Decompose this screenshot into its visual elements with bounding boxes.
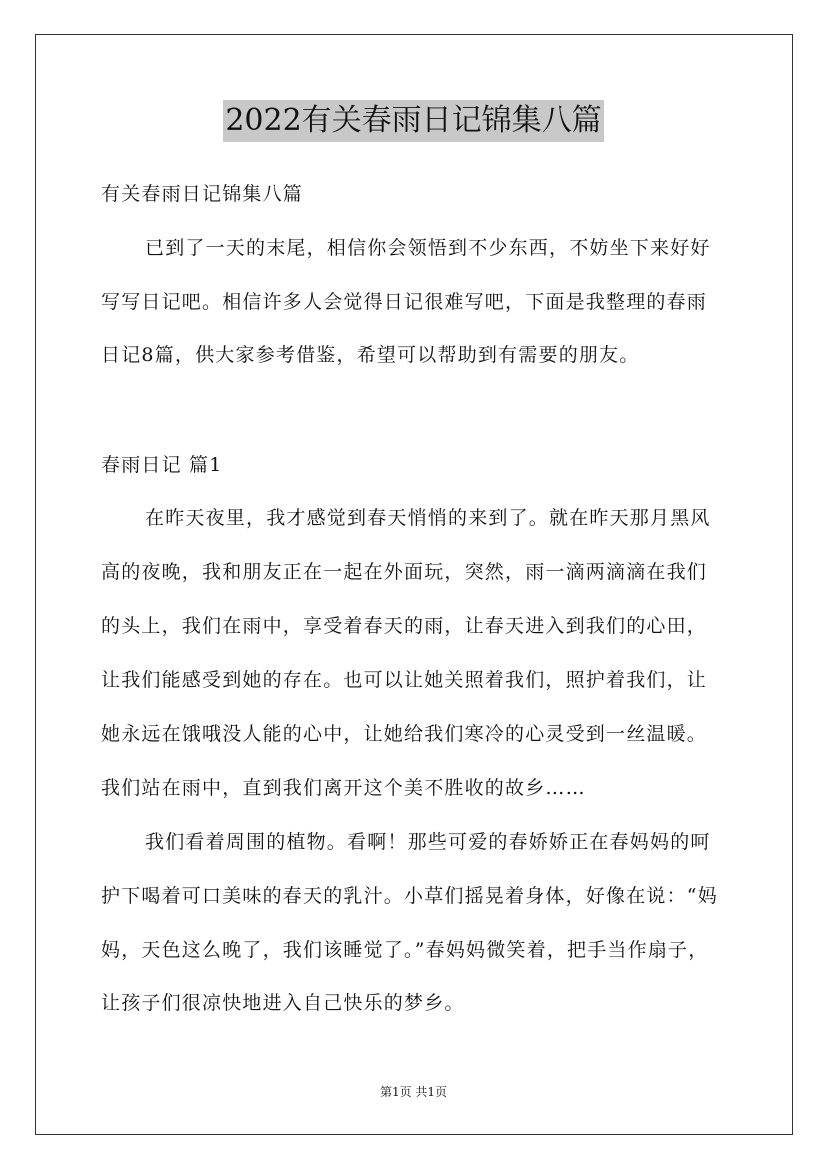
paragraph-line: 她永远在饿哦没人能的心中，让她给我们寒冷的心灵受到一丝温暖。 — [101, 723, 708, 745]
document-title: 2022有关春雨日记锦集八篇 — [223, 100, 603, 142]
paragraph-line: 让孩子们很凉快地进入自己快乐的梦乡。 — [101, 992, 465, 1014]
paragraph-line: 我们看着周围的植物。看啊！那些可爱的春娇娇正在春妈妈的呵 — [145, 831, 711, 853]
paragraph-line: 在昨天夜里，我才感觉到春天悄悄的来到了。就在昨天那月黑风 — [145, 507, 711, 529]
paragraph-line: 我们站在雨中，直到我们离开这个美不胜收的故乡…… — [101, 777, 586, 799]
paragraph-line: 护下喝着可口美味的春天的乳汁。小草们摇晃着身体，好像在说：“妈 — [101, 885, 718, 907]
section-heading: 春雨日记 篇1 — [101, 454, 223, 476]
intro-line: 已到了一天的末尾，相信你会领悟到不少东西，不妨坐下来好好 — [145, 237, 711, 259]
subtitle: 有关春雨日记锦集八篇 — [101, 183, 304, 205]
paragraph-line: 妈，天色这么晚了，我们该睡觉了。”春妈妈微笑着，把手当作扇子， — [101, 939, 709, 961]
intro-line: 写写日记吧。相信许多人会觉得日记很难写吧，下面是我整理的春雨 — [101, 291, 708, 313]
page-footer: 第1页 共1页 — [379, 1085, 448, 1099]
title-container — [0, 100, 827, 142]
paragraph-line: 的头上，我们在雨中，享受着春天的雨，让春天进入到我们的心田， — [101, 615, 708, 637]
paragraph-line: 高的夜晚，我和朋友正在一起在外面玩，突然，雨一滴两滴滴在我们 — [101, 561, 708, 583]
intro-line: 日记8篇，供大家参考借鉴，希望可以帮助到有需要的朋友。 — [101, 344, 640, 366]
paragraph-line: 让我们能感受到她的存在。也可以让她关照着我们，照护着我们，让 — [101, 669, 708, 691]
